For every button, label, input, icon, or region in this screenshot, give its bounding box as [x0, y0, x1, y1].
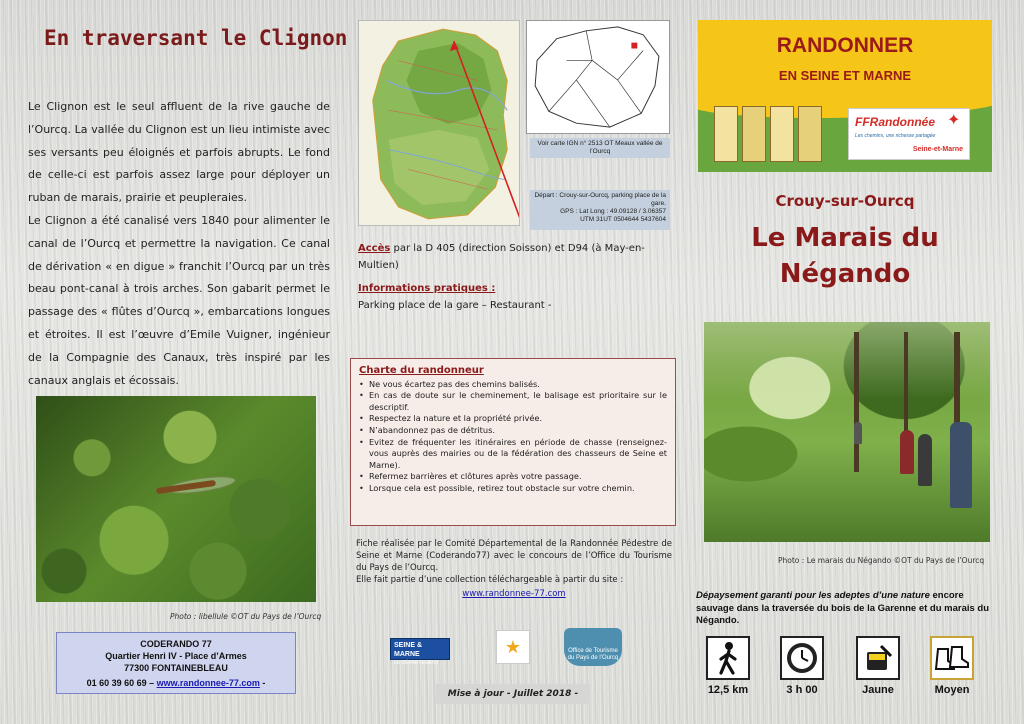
paint-bucket-icon-svg — [861, 642, 895, 674]
booklet-image — [714, 106, 738, 162]
marking-label: Jaune — [862, 684, 894, 696]
ffr-region: Seine-et-Marne — [912, 146, 963, 153]
seine-et-marne-logo — [390, 638, 450, 666]
hiker-figure — [918, 434, 932, 486]
ffrandonnee-logo — [848, 108, 970, 160]
boots-icon — [930, 636, 974, 680]
walker-figure-icon: ✦ — [947, 112, 961, 129]
charter-item: • Lorsque cela est possible, retirez tout obstacle sur votre chemin. — [359, 483, 667, 495]
ign-map-note: Voir carte IGN n° 2513 OT Meaux vallée de l’Ourcq — [530, 138, 670, 158]
hiker-icon — [706, 636, 750, 680]
booklet-image — [770, 106, 794, 162]
logo-dept-name: SEINE & MARNE — [394, 642, 423, 658]
hiker-icon-svg — [713, 641, 743, 675]
charter-title: Charte du randonneur — [359, 365, 484, 376]
booklet-image — [742, 106, 766, 162]
boots-icon-svg — [934, 643, 970, 673]
idf-map-svg — [527, 21, 669, 133]
charter-item: • N’abandonnez pas de détritus. — [359, 425, 667, 437]
credits-section — [356, 538, 672, 600]
hike-title-line-1: Le Marais du — [751, 223, 939, 253]
charter-item: • Evitez de fréquenter les itinéraires en période de chasse (renseignez-vous auprès des mairies ou de la fédération des chasseurs de Seine et Marne). — [359, 437, 667, 472]
dragonfly-photo — [36, 396, 316, 602]
charter-list — [359, 379, 667, 495]
departure-info — [530, 190, 670, 230]
charter-item: • Refermez barrières et clôtures après votre passage. — [359, 471, 667, 483]
ile-de-france-map — [526, 20, 670, 134]
ffr-name: FFRandonnée — [855, 115, 935, 129]
contact-org: CODERANDO 77 — [140, 639, 212, 649]
contact-line — [57, 677, 295, 689]
practical-text: Parking place de la gare – Restaurant - — [358, 300, 552, 311]
booklet-image — [798, 106, 822, 162]
tourism-office-logo: Office de Tourisme du Pays de l’Ourcq — [564, 628, 622, 666]
collection-website-link[interactable]: www.randonnee-77.com — [462, 589, 566, 599]
duration-label: 3 h 00 — [786, 684, 818, 696]
logo-dept-sub: LE DÉPARTEMENT — [394, 660, 439, 666]
distance-label: 12,5 km — [707, 684, 749, 696]
description-italic: Dépaysement garanti pour les adeptes d’une nature — [696, 590, 930, 601]
randonner-banner — [698, 20, 992, 172]
clock-icon-svg — [785, 641, 819, 675]
contact-box — [56, 632, 296, 694]
marais-photo-caption: Photo : Le marais du Négando ©OT du Pays de l’Ourcq — [778, 556, 985, 565]
dragonfly-photo-caption: Photo : libellule ©OT du Pays de l’Ourcq — [170, 612, 322, 621]
hike-description — [696, 590, 996, 628]
paint-bucket-icon — [856, 636, 900, 680]
access-text: par la D 405 (direction Soisson) et D94 (à May-en-Multien) — [358, 243, 645, 271]
left-panel-body — [28, 96, 330, 392]
practical-label: Informations pratiques : — [358, 283, 496, 294]
banner-title: RANDONNER — [776, 34, 914, 57]
charter-item: • En cas de doute sur le cheminement, le balisage est prioritaire sur le descriptif. — [359, 390, 667, 413]
access-label: Accès — [358, 243, 391, 254]
credits-text-2: Elle fait partie d’une collection téléchargeable à partir du site : — [356, 575, 624, 585]
hiker-figure — [900, 430, 914, 474]
marais-photo — [704, 322, 990, 542]
access-section — [358, 240, 674, 314]
seine-et-marne-map — [358, 20, 520, 226]
clignon-paragraph-1: Le Clignon est le seul affluent de la rive gauche de l’Ourcq. La vallée du Clignon est un lieu intimiste avec ses versants peu éloignés et parfois abrupts. Le fond de celle-ci est parfois assez large pour déployer un ruban de marais, prairie et peupleraies. — [28, 100, 330, 205]
access-line — [358, 240, 674, 274]
description-rest: encore sauvage dans la traversée du bois de la Garenne et du marais du Négando. — [696, 590, 990, 626]
tree-trunk-shape — [854, 332, 859, 472]
practical-info — [358, 280, 674, 314]
location-marker-shape — [631, 43, 637, 49]
hike-title — [700, 220, 990, 292]
department-map-svg — [359, 21, 519, 225]
ffr-tagline: Les chemins, une richesse partagée — [855, 133, 936, 139]
contact-website-link[interactable]: www.randonnee-77.com — [156, 678, 260, 688]
gps-text: GPS : Lat Long : 49.09128 / 3.06357 — [560, 208, 666, 215]
charter-item: • Ne vous écartez pas des chemins balisés. — [359, 379, 667, 391]
update-date: Mise à jour - Juillet 2018 - — [436, 684, 590, 704]
hiker-figure — [854, 422, 862, 444]
clock-icon — [780, 636, 824, 680]
contact-tail: - — [262, 678, 266, 688]
departure-text: Départ : Crouy-sur-Ourcq, parking place de la gare. — [534, 192, 666, 207]
town-name: Crouy-sur-Ourcq — [775, 192, 915, 210]
credits-text: Fiche réalisée par le Comité Départemental de la Randonnée Pédestre de Seine et Marne (Coderando77) avec le concours de l’Office du Tourisme du Pays de l’Ourcq. — [356, 539, 672, 573]
contact-address-2: 77300 FONTAINEBLEAU — [124, 663, 228, 673]
hiker-figure — [950, 422, 972, 508]
utm-text: UTM 31UT 0504644 5437604 — [580, 216, 666, 223]
contact-address-1: Quartier Henri IV - Place d’Armes — [105, 651, 247, 661]
difficulty-label: Moyen — [934, 684, 970, 696]
banner-subtitle: EN SEINE ET MARNE — [778, 68, 912, 83]
hike-title-line-2: Négando — [779, 259, 911, 289]
star-logo-icon: ★ — [496, 630, 530, 664]
hiker-charter-box — [350, 358, 676, 526]
clignon-paragraph-2: Le Clignon a été canalisé vers 1840 pour alimenter le canal de l’Ourcq et permettre la navigation. Ce canal de dérivation « en digue » franchit l’Ourcq par un très beau pont-canal à trois arches. Son gabarit permet le passage des « flûtes d’Ourcq », embarcations longues et étroites. Il est l’œuvre d’Emile Vuigner, ingénieur de la Compagnie des Canaux, très inspiré par les canaux anglais et écossais. — [28, 213, 330, 387]
charter-item: • Respectez la nature et la propriété privée. — [359, 413, 667, 425]
left-panel-title: En traversant le Clignon — [44, 26, 348, 50]
contact-phone: 01 60 39 60 69 – — [86, 678, 155, 688]
